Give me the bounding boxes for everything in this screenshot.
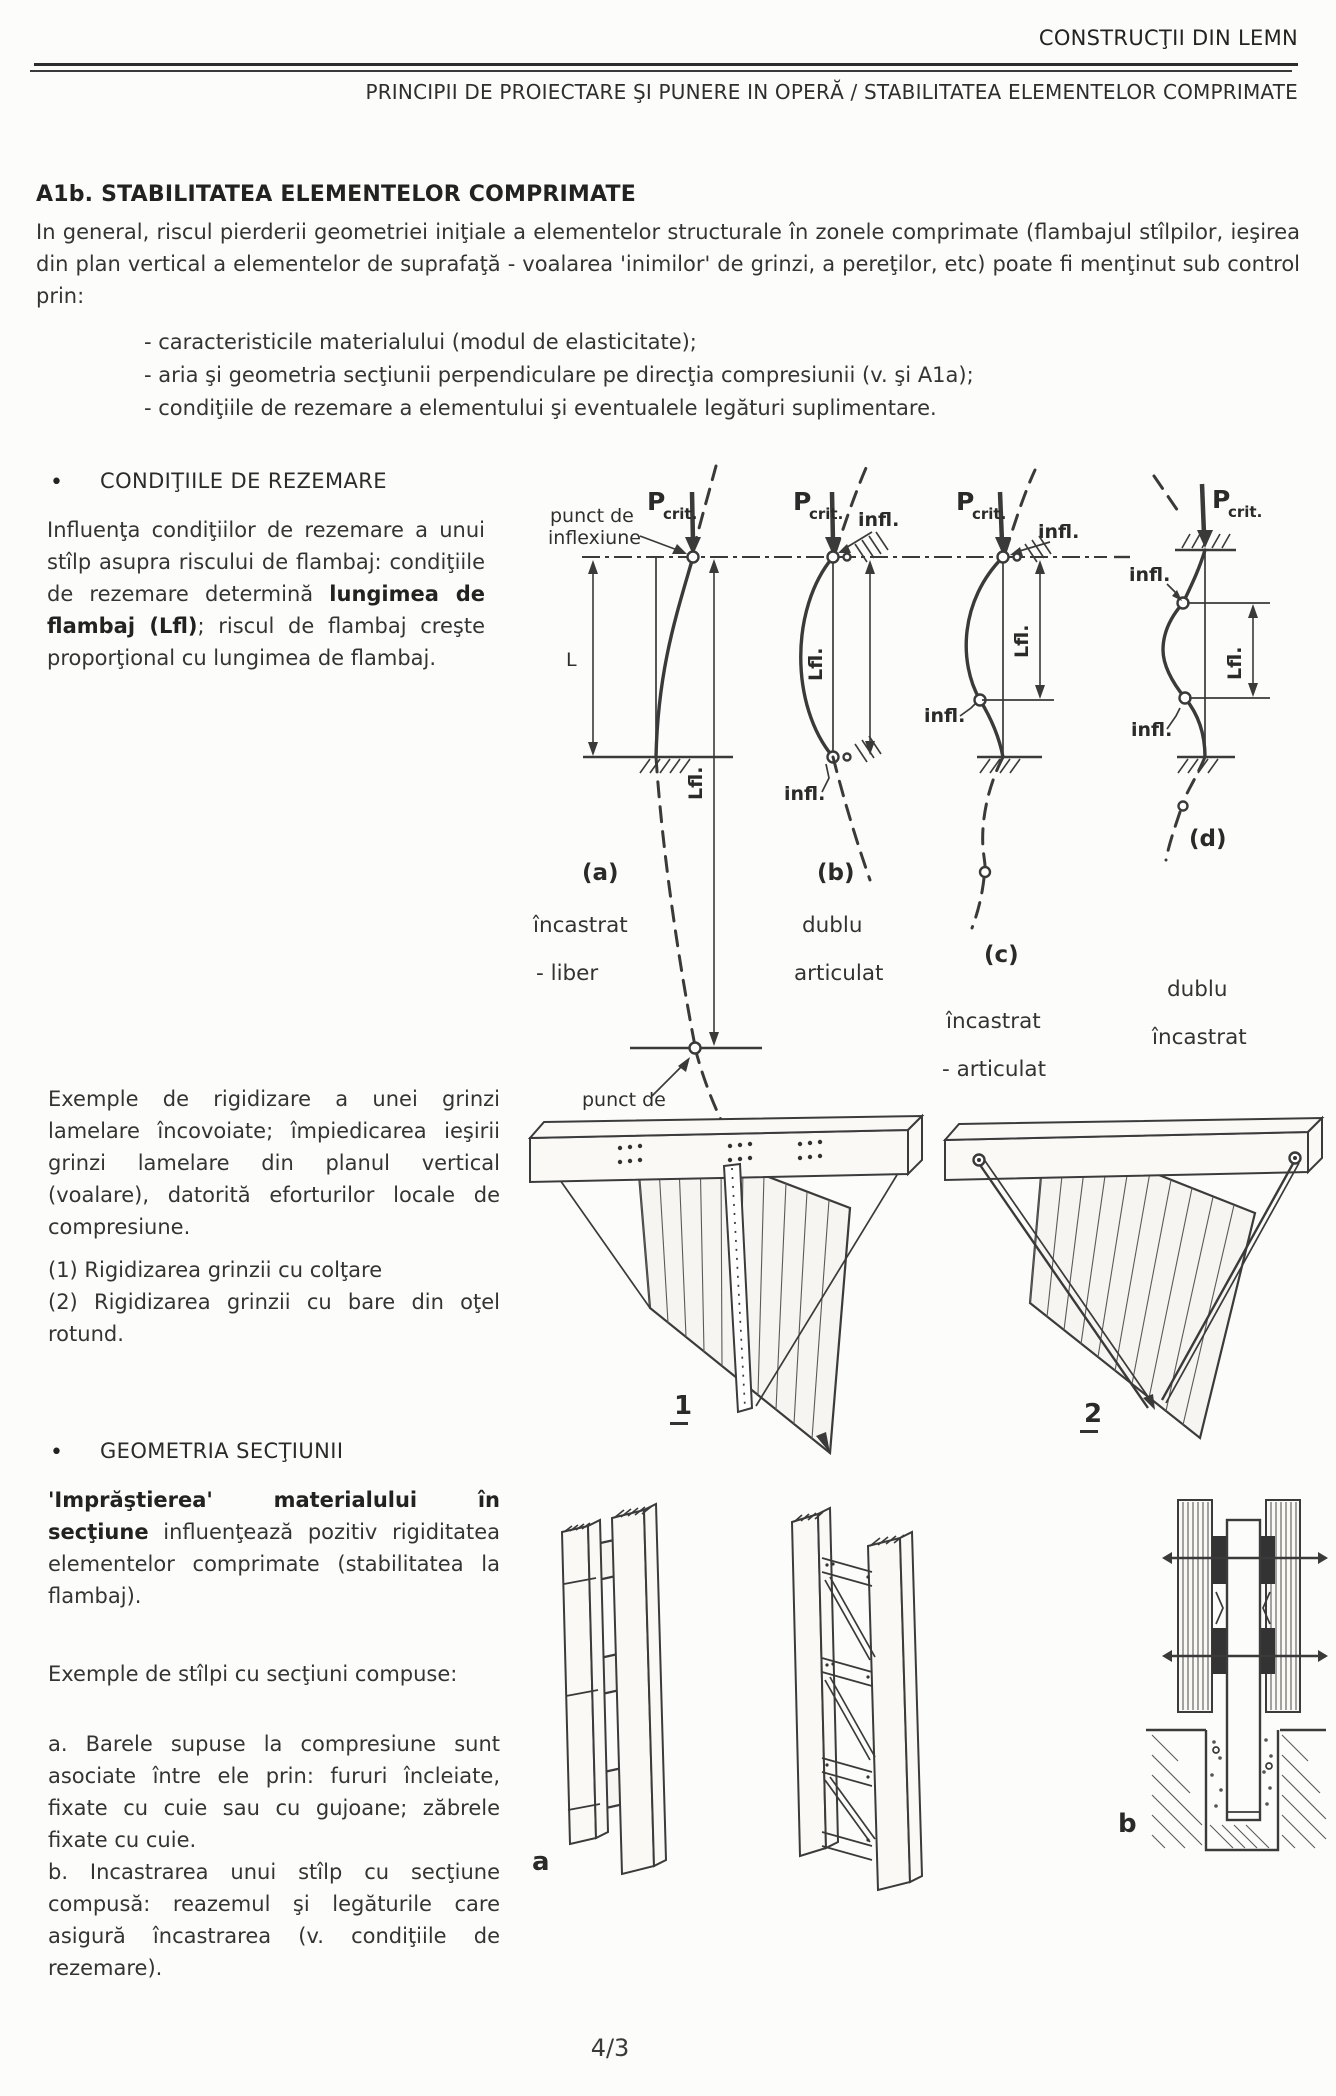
header-rule-thick <box>34 63 1298 66</box>
case-name: dublu <box>802 913 863 938</box>
buckling-length-label: Lfl. <box>1224 646 1246 680</box>
figure-a-label: a <box>532 1847 550 1877</box>
load-label: P <box>647 487 666 516</box>
inflection-short-label: infl. <box>1131 719 1173 741</box>
geometria-paragraph-3 <box>48 1728 500 1984</box>
figure-2-label: 2 <box>1084 1399 1103 1429</box>
rigidizare-item-2: (2) Rigidizarea grinzii cu bare din oţel rotund. <box>48 1290 500 1346</box>
geometria-paragraph-1 <box>48 1484 500 1612</box>
buckling-case-b <box>784 468 899 986</box>
load-sub-label: crit. <box>809 505 844 523</box>
rezemare-text-bold: lungimea de flambaj (Lfl) <box>47 582 485 638</box>
load-label: P <box>793 487 812 516</box>
section-title: A1b. STABILITATEA ELEMENTELOR COMPRIMATE <box>36 182 636 207</box>
inflection-point <box>690 1043 701 1054</box>
inflection-short-label: infl. <box>784 783 826 805</box>
case-name: - liber <box>536 961 599 986</box>
header-title: CONSTRUCŢII DIN LEMN <box>1038 26 1298 50</box>
bullet-icon: • <box>50 470 63 495</box>
buckling-case-a <box>532 466 762 1145</box>
buckling-length-label: Lfl. <box>685 766 707 800</box>
buckling-length-label: Lfl. <box>805 647 827 681</box>
load-label: P <box>956 487 975 516</box>
figure-lattice-column <box>792 1508 922 1890</box>
length-label: L <box>566 649 577 671</box>
inflection-text: inflexiune <box>548 527 641 549</box>
buckling-case-d <box>1129 476 1270 1050</box>
load-sub-label: crit. <box>972 505 1007 523</box>
case-name: încastrat <box>533 913 628 938</box>
load-sub-label: crit. <box>663 505 698 523</box>
inflection-short-label: infl. <box>1038 521 1080 543</box>
bolted-plank <box>1178 1500 1212 1712</box>
beam-bracing-figures <box>500 1078 1336 1478</box>
bullet-line: - aria şi geometria secţiunii perpendiculare pe direcţia compresiunii (v. şi A1a); <box>144 363 974 387</box>
case-name: încastrat <box>1152 1025 1247 1050</box>
case-tag: (d) <box>1189 826 1227 852</box>
rezemare-heading: CONDIŢIILE DE REZEMARE <box>100 469 387 493</box>
figure-b-label: b <box>1118 1809 1137 1839</box>
geometria-p1-bold: 'Imprăştierea' materialului în secţiune <box>48 1488 500 1544</box>
load-sub-label: crit. <box>1228 503 1263 521</box>
geometria-item-b: b. Incastrarea unui stîlp cu secţiune compusă: reazemul şi legăturile care asigură încastrarea (v. condiţiile de rezemare). <box>48 1860 500 1980</box>
case-tag: (a) <box>582 860 619 886</box>
figure-embedded-column <box>1118 1500 1328 1850</box>
intro-paragraph: In general, riscul pierderii geometriei iniţiale a elementelor structurale în zonele comprimate (flambajul stîlpilor, ieşirea din plan vertical a elementelor de suprafaţă - voalarea 'inimilor' de grinzi, a pereţilor, etc) poate fi menţinut sub control prin: <box>36 220 1300 308</box>
case-name: încastrat <box>946 1009 1041 1034</box>
geometria-paragraph-2: Exemple de stîlpi cu secţiuni compuse: <box>48 1662 458 1686</box>
case-tag: (b) <box>817 860 855 886</box>
header-rule-thin <box>30 70 1292 72</box>
page-number: 4/3 <box>590 2034 630 2062</box>
column-shaft <box>1227 1520 1260 1820</box>
header-subtitle: PRINCIPII DE PROIECTARE ŞI PUNERE IN OPERĂ / STABILITATEA ELEMENTELOR COMPRIMATE <box>365 80 1298 104</box>
buckling-modes-diagram <box>522 448 1332 1168</box>
inflection-short-label: infl. <box>1129 564 1171 586</box>
rezemare-text-2: ; riscul de flambaj creşte proporţional cu lungimea de flambaj. <box>47 614 485 670</box>
intro-bullet-list <box>144 326 1144 425</box>
figure-bracing-angles <box>530 1116 922 1453</box>
bullet-icon: • <box>50 1440 63 1465</box>
case-tag: (c) <box>984 942 1019 968</box>
geometria-p1-rest: influenţează pozitiv rigiditatea elementelor comprimate (stabilitatea la flambaj). <box>48 1520 500 1608</box>
geometria-item-a: a. Barele supuse la compresiune sunt asociate între ele prin: fururi încleiate, fixate cu cuie sau cu gujoane; zăbrele fixate cu cuie. <box>48 1732 500 1852</box>
load-label: P <box>1212 485 1231 514</box>
geometria-heading: GEOMETRIA SECŢIUNII <box>100 1439 344 1463</box>
inflection-short-label: infl. <box>858 509 900 531</box>
load-arrow <box>1197 530 1213 548</box>
case-name: articulat <box>794 961 884 986</box>
rigidizare-paragraph: Exemple de rigidizare a unei grinzi lamelare încovoiate; împiedicarea ieşirii grinzi lamelare din planul vertical (voalare), datorită eforturilor locale de compresiune. <box>48 1087 500 1239</box>
rezemare-text-1: Influenţa condiţiilor de rezemare a unui stîlp asupra riscului de flambaj: condiţiile de rezemare determină <box>47 518 485 606</box>
bullet-line: - condiţiile de rezemare a elementului şi eventualele legături suplimentare. <box>144 396 937 420</box>
inflection-point <box>1180 693 1191 704</box>
case-name: dublu <box>1167 977 1228 1002</box>
rezemare-paragraph <box>47 514 485 674</box>
composite-column-figures <box>500 1480 1336 1990</box>
inflection-short-label: infl. <box>924 705 966 727</box>
rigidizare-item-1: (1) Rigidizarea grinzii cu colţare <box>48 1258 383 1282</box>
figure-spaced-column <box>532 1504 666 1877</box>
figure-1-label: 1 <box>674 1391 693 1421</box>
bullet-line: - caracteristicile materialului (modul de elasticitate); <box>144 330 697 354</box>
buckling-case-c <box>924 470 1079 1082</box>
inflection-point <box>688 552 699 563</box>
inflection-text: punct de <box>550 505 634 527</box>
case-name: - articulat <box>942 1057 1047 1082</box>
figure-bracing-rods <box>945 1118 1322 1438</box>
bolted-plank <box>1266 1500 1300 1712</box>
rigidizare-items <box>48 1254 500 1350</box>
buckling-length-label: Lfl. <box>1011 624 1033 658</box>
inflection-text: punct de <box>582 1089 666 1111</box>
